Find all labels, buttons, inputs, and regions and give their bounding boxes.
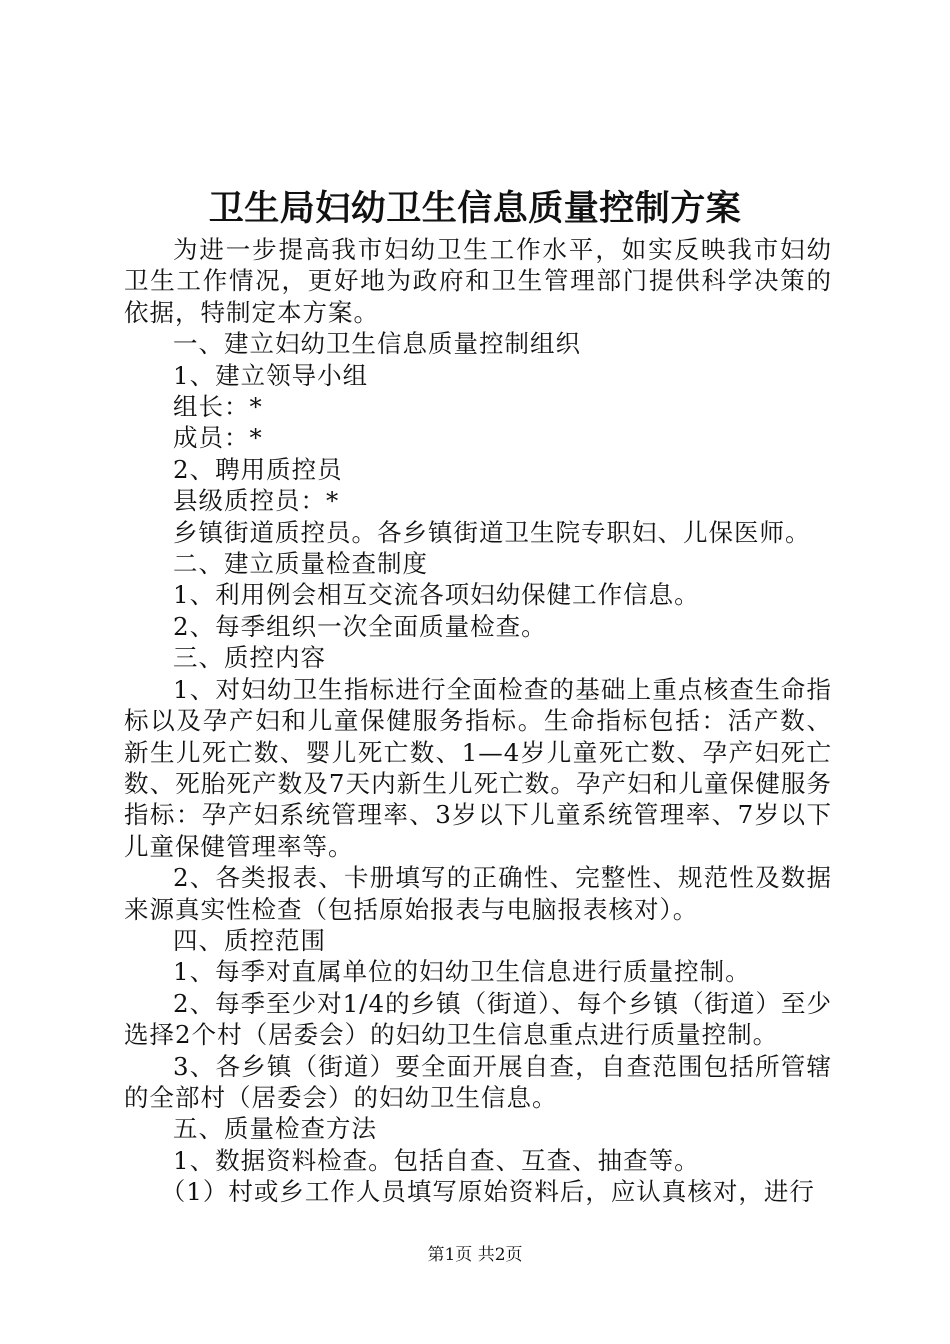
section-heading-3: 三、质控内容 xyxy=(173,643,326,673)
body-paragraph: 1、数据资料检查。包括自查、互查、抽查等。 xyxy=(173,1145,700,1175)
body-paragraph: （1）村或乡工作人员填写原始资料后，应认真核对，进行 xyxy=(160,1177,815,1207)
page-number: 第1页 共2页 xyxy=(427,1245,523,1265)
document-body xyxy=(124,234,832,1208)
list-item: 成员：* xyxy=(173,423,263,453)
document-title: 卫生局妇幼卫生信息质量控制方案 xyxy=(208,188,742,229)
body-paragraph: 2、各类报表、卡册填写的正确性、完整性、规范性及数据来源真实性检查（包括原始报表与电脑报表核对）。 xyxy=(124,863,832,924)
list-item: 组长：* xyxy=(173,392,263,422)
body-paragraph: 1、对妇幼卫生指标进行全面检查的基础上重点核查生命指标以及孕产妇和儿童保健服务指标。生命指标包括：活产数、新生儿死亡数、婴儿死亡数、1—4岁儿童死亡数、孕产妇死亡数、死胎死产数及7天内新生儿死亡数。孕产妇和儿童保健服务指标：孕产妇系统管理率、3岁以下儿童系统管理率、7岁以下儿童保健管理率等。 xyxy=(124,674,832,861)
section-heading-5: 五、质量检查方法 xyxy=(173,1114,377,1144)
list-item: 2、每季组织一次全面质量检查。 xyxy=(173,611,547,641)
list-item: 乡镇街道质控员。各乡镇街道卫生院专职妇、儿保医师。 xyxy=(173,517,811,547)
section-heading-2: 二、建立质量检查制度 xyxy=(173,549,428,579)
section-heading-4: 四、质控范围 xyxy=(173,925,326,955)
subsection-heading: 1、建立领导小组 xyxy=(173,360,369,390)
subsection-heading: 2、聘用质控员 xyxy=(173,454,343,484)
intro-paragraph: 为进一步提高我市妇幼卫生工作水平，如实反映我市妇幼卫生工作情况，更好地为政府和卫生管理部门提供科学决策的依据，特制定本方案。 xyxy=(124,235,832,327)
list-item: 县级质控员：* xyxy=(173,486,340,516)
body-paragraph: 1、每季对直属单位的妇幼卫生信息进行质量控制。 xyxy=(173,957,751,987)
list-item: 1、利用例会相互交流各项妇幼保健工作信息。 xyxy=(173,580,700,610)
section-heading-1: 一、建立妇幼卫生信息质量控制组织 xyxy=(173,329,581,359)
body-paragraph: 2、每季至少对1/4的乡镇（街道）、每个乡镇（街道）至少选择2个村（居委会）的妇幼卫生信息重点进行质量控制。 xyxy=(124,988,832,1050)
body-paragraph: 3、各乡镇（街道）要全面开展自查，自查范围包括所管辖的全部村（居委会）的妇幼卫生信息。 xyxy=(124,1051,832,1112)
